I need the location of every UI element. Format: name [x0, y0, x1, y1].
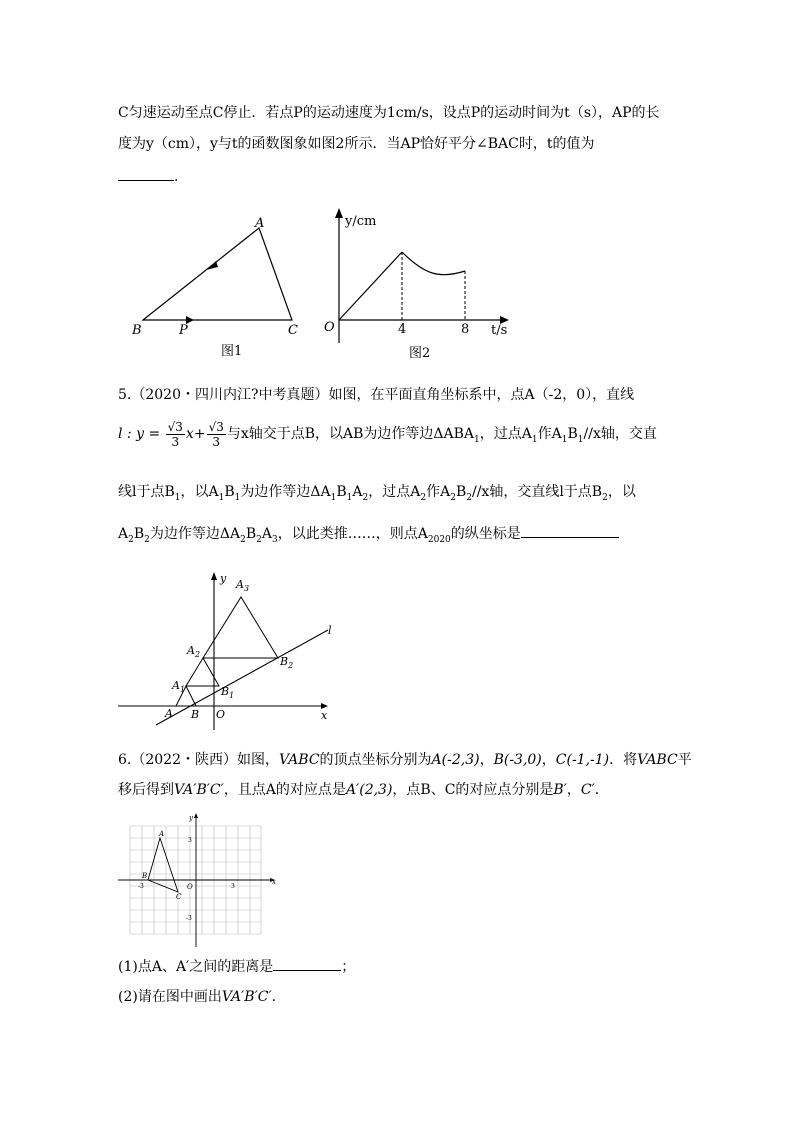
x-axis-label: t/s — [491, 323, 508, 338]
q5-A2-label: $A_2$ — [187, 644, 201, 659]
q6-O-label: O — [187, 883, 193, 891]
q6-line1: 6.（2022・陕西）如图，VABC的顶点坐标分别为A(-2,3)，B(-3,0)，C(-1,-1)．将VABC平 — [118, 752, 692, 768]
q6-x-label: x — [272, 878, 276, 886]
q4-line2: 度为y（cm），y与t的函数图象如图2所示．当AP恰好平分∠BAC时，t的值为 — [118, 136, 595, 152]
q5-line4: $A_2B_2$为边作等边$\Delta A_2B_2A_3$，以此类推……，则点$A_{2020}$的纵坐标是 — [118, 523, 619, 550]
q5-A-label: A — [165, 707, 173, 720]
q5-O-label: O — [216, 708, 226, 721]
q5-B-label: B — [191, 708, 200, 721]
q6-C-label: C — [176, 893, 182, 901]
label-B: B — [132, 323, 142, 338]
q5-line3: 线l于点$B_1$，以$A_1B_1$为边作等边$\Delta A_1B_1A_2$，过点$A_2$作$A_2B_2//x$轴，交直线l于点$B_2$，以 — [118, 484, 636, 503]
q6-tick-xn3: -3 — [138, 883, 144, 890]
origin-label: O — [324, 320, 335, 335]
q6-tick-x3: 3 — [231, 883, 235, 890]
q6-tick-yn3: -3 — [186, 915, 192, 922]
y-axis-label: y/cm — [345, 214, 377, 229]
q6-A-label: A — [159, 830, 165, 838]
label-C: C — [288, 323, 298, 338]
figure-1-triangle — [128, 210, 318, 360]
q6-B-label: B — [142, 872, 148, 880]
figure-2-caption: 图2 — [409, 346, 431, 361]
label-A: A — [255, 216, 265, 231]
q6-sub2: (2)请在图中画出VA′B′C′． — [118, 989, 286, 1005]
figure-1-caption: 图1 — [221, 344, 243, 359]
figure-q6-grid — [118, 812, 278, 947]
answer-blank[interactable] — [118, 166, 174, 181]
q5-x-label: x — [321, 709, 328, 722]
q6-y-label: y — [189, 814, 193, 822]
q6-tick-y3: 3 — [188, 837, 192, 844]
q5-y-label: y — [220, 572, 227, 585]
tick-8: 8 — [461, 322, 470, 337]
q6-sub1: (1)点A、A′之间的距离是 ； — [118, 956, 355, 977]
q5-A1-label: $A_1$ — [172, 679, 186, 694]
q5-B1-label: $B_1$ — [221, 685, 235, 700]
answer-blank[interactable] — [273, 956, 341, 971]
q6-line2: 移后得到VA′B′C′，且点A的对应点是A′(2,3)，点B、C的对应点分别是B′，C′． — [118, 782, 609, 798]
q5-l-label: l — [328, 624, 332, 637]
q5-B2-label: $B_2$ — [280, 655, 294, 670]
q5-line1: 5.（2020・四川内江?中考真题）如图，在平面直角坐标系中，点A（-2，0），直线 — [118, 387, 635, 403]
tick-4: 4 — [398, 322, 407, 337]
q4-line1: C匀速运动至点C停止．若点P的运动速度为1cm/s，设点P的运动时间为t（s），AP的长 — [118, 105, 660, 121]
label-P: P — [179, 323, 188, 338]
q5-line2: l : y = $\frac{√3}{3}$ x+ $\frac{√3}{3}$ 与x轴交于点B，以AB为边作等边$\Delta ABA_1$，过点$A_1$作$A_1B_1//x$轴，交直 — [118, 419, 657, 449]
figure-q5-triangles — [118, 570, 348, 730]
figure-2-graph — [310, 205, 520, 365]
answer-blank[interactable] — [521, 523, 619, 538]
q4-line3: ． — [118, 166, 188, 187]
q5-A3-label: $A_3$ — [236, 578, 250, 593]
arrow-icon — [206, 261, 218, 270]
